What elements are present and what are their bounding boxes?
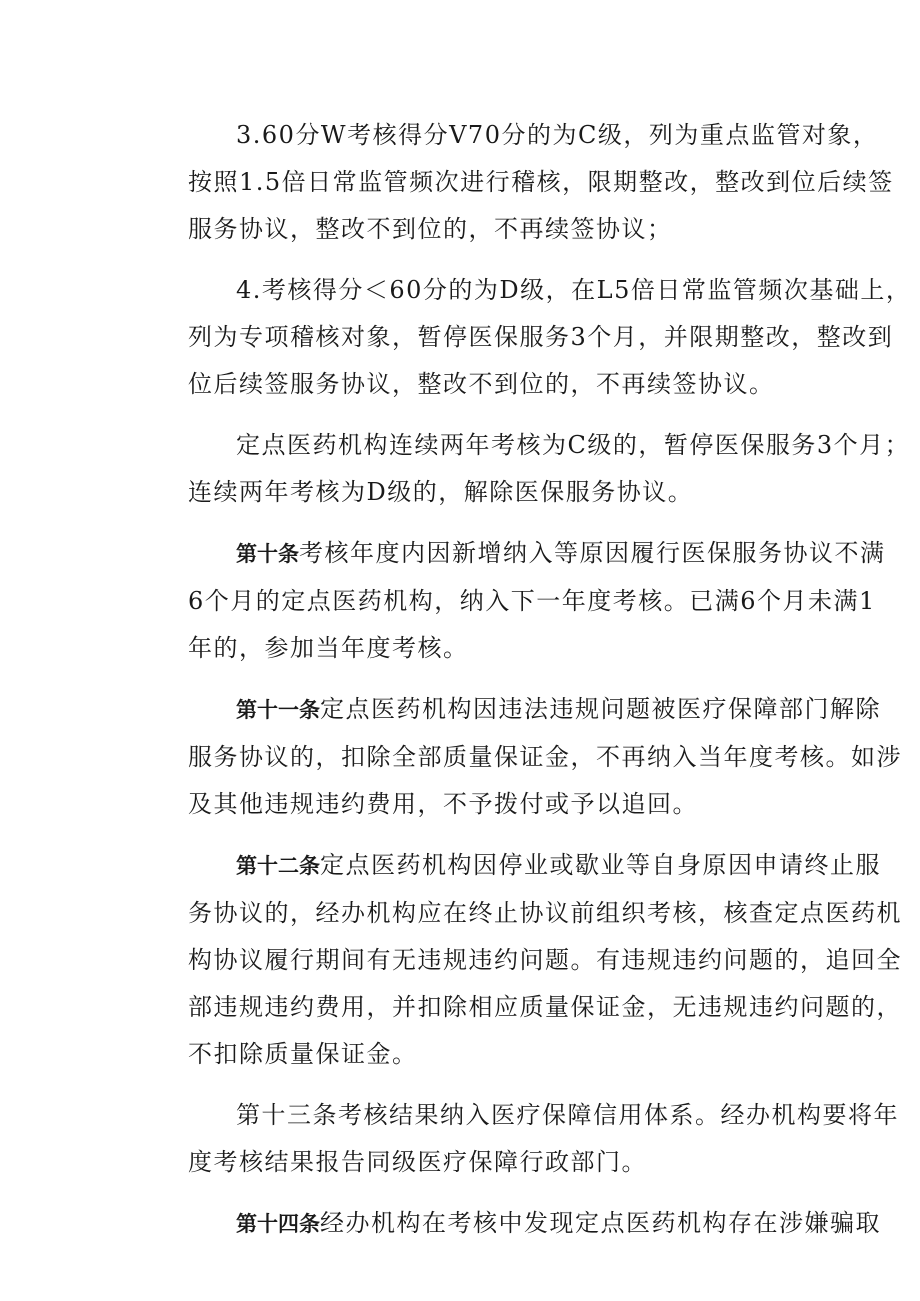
paragraph-line: 不扣除质量保证金。 — [188, 1040, 418, 1068]
article-text: 定点医药机构因违法违规问题被医疗保障部门解除 — [320, 695, 881, 723]
article-11 — [140, 686, 902, 828]
paragraph-line: 年的，参加当年度考核。 — [188, 634, 469, 662]
paragraph-line — [140, 842, 881, 890]
paragraph-line: 定点医药机构连续两年考核为C级的，暂停医保服务3个月； — [236, 431, 911, 459]
article-14 — [140, 1200, 881, 1248]
paragraph-line: 位后续签服务协议，整改不到位的，不再续签协议。 — [188, 370, 775, 398]
article-heading: 第十二条 — [236, 854, 320, 878]
paragraph-line: 构协议履行期间有无违规违约问题。有违规违约问题的，追回全 — [188, 946, 902, 974]
article-13 — [140, 1092, 899, 1186]
paragraph-line: 按照1.5倍日常监管频次进行稽核，限期整改，整改到位后续签 — [188, 168, 894, 196]
paragraph-line: 及其他违规违约费用，不予拨付或予以追回。 — [188, 790, 698, 818]
article-12 — [140, 842, 902, 1078]
paragraph-line — [140, 530, 886, 578]
article-text: 定点医药机构因停业或歇业等自身原因申请终止服 — [320, 851, 881, 879]
paragraph-grade-c — [140, 112, 894, 253]
paragraph-line: 列为专项稽核对象，暂停医保服务3个月，并限期整改，整改到 — [188, 323, 894, 351]
paragraph-line: 服务协议的，扣除全部质量保证金，不再纳入当年度考核。如涉 — [188, 743, 902, 771]
paragraph-line — [140, 1200, 881, 1248]
article-heading: 第十四条 — [236, 1212, 320, 1236]
paragraph-line: 务协议的，经办机构应在终止协议前组织考核，核查定点医药机 — [188, 899, 902, 927]
paragraph-line: 第十三条考核结果纳入医疗保障信用体系。经办机构要将年 — [236, 1101, 899, 1129]
document-body — [140, 112, 912, 1262]
paragraph-line: 3.60分W考核得分V70分的为C级，列为重点监管对象， — [236, 121, 879, 149]
paragraph-line: 度考核结果报告同级医疗保障行政部门。 — [188, 1148, 647, 1176]
paragraph-consecutive-grades — [140, 422, 911, 516]
paragraph-line: 6个月的定点医药机构，纳入下一年度考核。已满6个月未满1 — [188, 587, 876, 615]
paragraph-line: 服务协议，整改不到位的，不再续签协议； — [188, 215, 673, 243]
article-text: 经办机构在考核中发现定点医药机构存在涉嫌骗取 — [320, 1209, 881, 1237]
article-heading: 第十条 — [236, 542, 299, 566]
article-heading: 第十一条 — [236, 698, 320, 722]
article-text: 考核年度内因新增纳入等原因履行医保服务协议不满 — [299, 539, 886, 567]
paragraph-grade-d — [140, 267, 912, 408]
article-10 — [140, 530, 886, 672]
paragraph-line — [140, 686, 881, 734]
paragraph-line: 部违规违约费用，并扣除相应质量保证金，无违规违约问题的， — [188, 993, 902, 1021]
paragraph-line: 4.考核得分＜60分的为D级，在L5倍日常监管频次基础上， — [236, 276, 912, 304]
paragraph-line: 连续两年考核为D级的，解除医保服务协议。 — [188, 478, 694, 506]
